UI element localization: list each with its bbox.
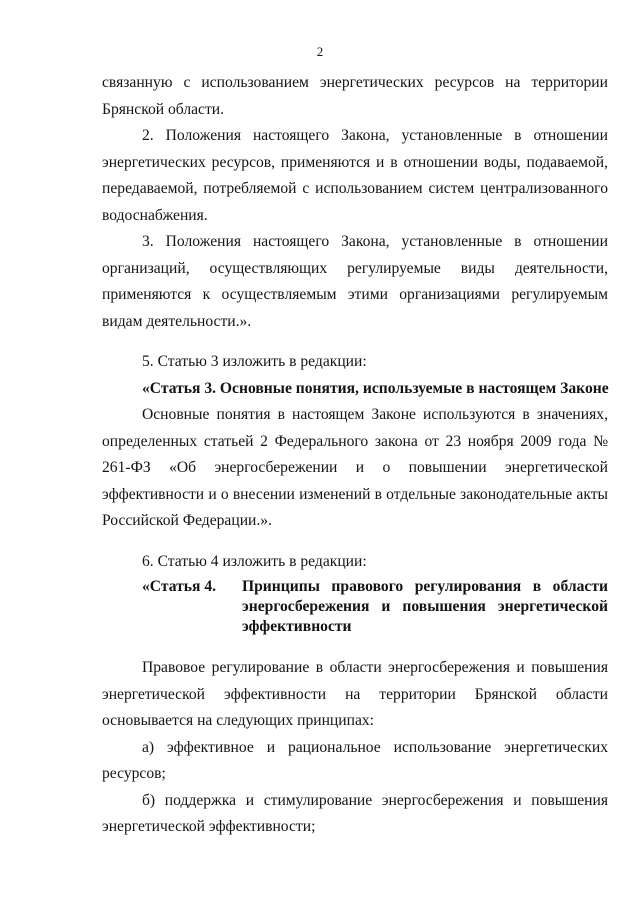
amendment-6: 6. Статью 4 изложить в редакции: [142,552,367,570]
article-4-title: Принципы правового регулирования в области энергосбережения и повышения энергетической эффективности [242,578,608,635]
amendment-5: 5. Статью 3 изложить в редакции: [142,353,367,370]
article-4-label: «Статья 4. [142,578,217,595]
article-4-heading [102,577,608,637]
article-4-text: Правовое регулирование в области энергосбережения и повышения энергетической эффективности на территории Брянской области основывается на следующих принципах: [102,659,608,729]
article-3-title: «Статья 3. Основные понятия, используемые в настоящем Законе [142,379,609,397]
paragraph-item-3: 3. Положения настоящего Закона, установленные в отношении организаций, осуществляющих регулируемые виды деятельности, применяются к осуществляемым этими организациями регулируемым видам деятельности.». [102,233,608,330]
principle-b: б) поддержка и стимулирование энергосбережения и повышения энергетической эффективности; [102,791,608,835]
paragraph-item-2: 2. Положения настоящего Закона, установленные в отношении энергетических ресурсов, применяются и в отношении воды, подаваемой, передаваемой, потребляемой с использованием систем централизованного водоснабжения. [102,127,608,224]
paragraph-continuation: связанную с использованием энергетических ресурсов на территории Брянской области. [102,74,608,118]
article-3-text: Основные понятия в настоящем Законе используются в значениях, определенных статьей 2 Федерального закона от 23 ноября 2009 года № 261-ФЗ «Об энергосбережении и о повышении энергетической эффективности и о внесении изменений в отдельные законодательные акты Российской Федерации.». [102,406,608,529]
page-number: 2 [316,44,324,59]
document-body [102,70,608,841]
principle-a: а) эффективное и рациональное использование энергетических ресурсов; [102,738,608,782]
